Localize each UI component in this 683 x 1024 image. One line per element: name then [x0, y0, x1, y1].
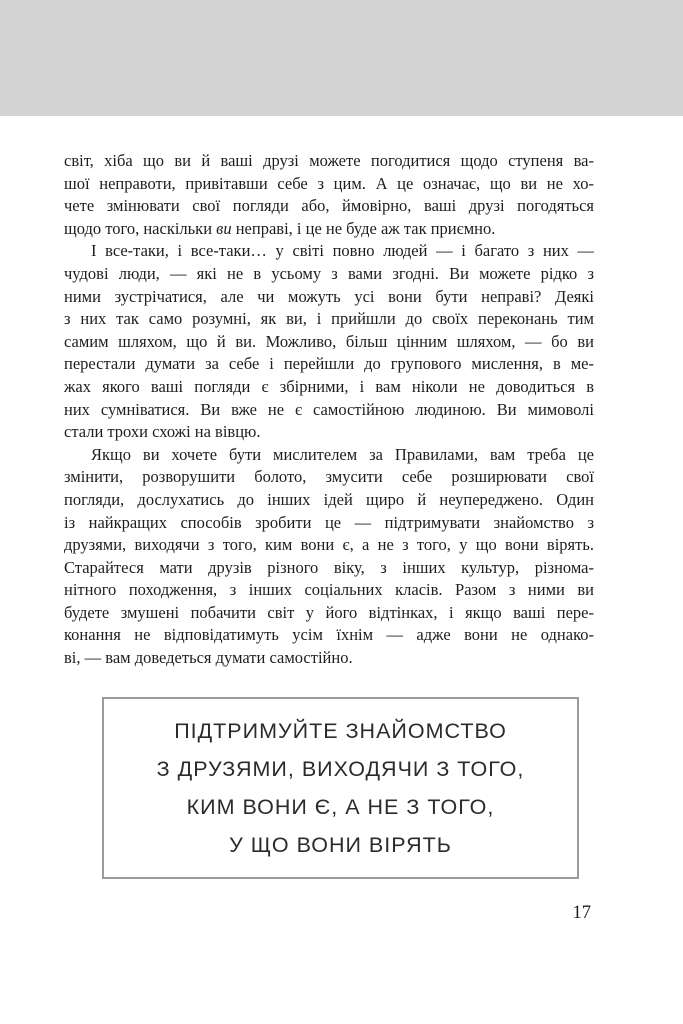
text-line: будете змушені побачити світ у його відтінках, і якщо ваші пере-: [64, 602, 594, 622]
text-line: друзями, виходячи з того, ким вони є, а не з того, у що вони вірять.: [64, 535, 594, 555]
text-line: нітного походження, з інших соціальних класів. Разом з ними ви: [64, 580, 594, 600]
text-line: жах якого ваші погляди є збірними, і вам ніколи не доводиться в: [64, 376, 594, 396]
callout-line: З ДРУЗЯМИ, ВИХОДЯЧИ З ТОГО,: [156, 757, 525, 781]
callout-box: [102, 697, 579, 879]
text-line: них сумніватися. Ви вже не є самостійною людиною. Ви мимоволі: [64, 399, 594, 419]
page-top-band: [0, 0, 683, 116]
text-line: ві, — вам доведеться думати самостійно.: [64, 648, 353, 668]
body-text: [64, 150, 594, 670]
callout-line: КИМ ВОНИ Є, А НЕ З ТОГО,: [186, 795, 495, 819]
text-line: перестали думати за себе і перейшли до групового мислення, в ме-: [64, 354, 594, 374]
text-line: І все-таки, і все-таки… у світі повно людей — і багато з них —: [91, 241, 594, 261]
text-line: погляди, дослухатись до інших ідей щиро й неупереджено. Один: [64, 489, 594, 509]
text-run: неправі, і це не буде аж так приємно.: [231, 218, 496, 238]
text-line: Старайтеся мати друзів різного віку, з інших культур, різнома-: [64, 557, 594, 577]
text-line: з них так само розумні, як ви, і прийшли до своїх переконань тим: [64, 309, 594, 329]
callout-line: У ЩО ВОНИ ВІРЯТЬ: [229, 833, 452, 857]
page-number: 17: [572, 903, 591, 923]
text-line: ними зустрічатися, але чи можуть усі вони бути неправі? Деякі: [64, 286, 594, 306]
text-line: світ, хіба що ви й ваші друзі можете погодитися щодо ступеня ва-: [64, 151, 594, 170]
text-line: змінити, розворушити болото, змусити себе розширювати свої: [64, 467, 594, 487]
text-line: із найкращих способів зробити це — підтримувати знайомство з: [64, 512, 594, 532]
text-line: конання не відповідатимуть усім їхнім — адже вони не однако-: [64, 625, 594, 645]
text-line: самим шляхом, що й ви. Можливо, більш цінним шляхом, — бо ви: [64, 331, 594, 351]
text-line: чудові люди, — які не в усьому з вами згодні. Ви можете рідко з: [64, 263, 594, 283]
callout-line: ПІДТРИМУЙТЕ ЗНАЙОМСТВО: [174, 719, 507, 743]
text-line: чете змінювати свої погляди або, ймовірно, ваші друзі погодяться: [64, 196, 594, 216]
text-run: щодо того, наскільки: [64, 218, 217, 238]
text-line: Якщо ви хочете бути мислителем за Правилами, вам треба це: [91, 444, 594, 464]
text-line: стали трохи схожі на вівцю.: [64, 422, 261, 442]
text-line: [64, 218, 594, 241]
text-line: шої неправоти, привітавши себе з цим. А це означає, що ви не хо-: [64, 173, 594, 193]
emphasized-word: ви: [216, 218, 232, 238]
